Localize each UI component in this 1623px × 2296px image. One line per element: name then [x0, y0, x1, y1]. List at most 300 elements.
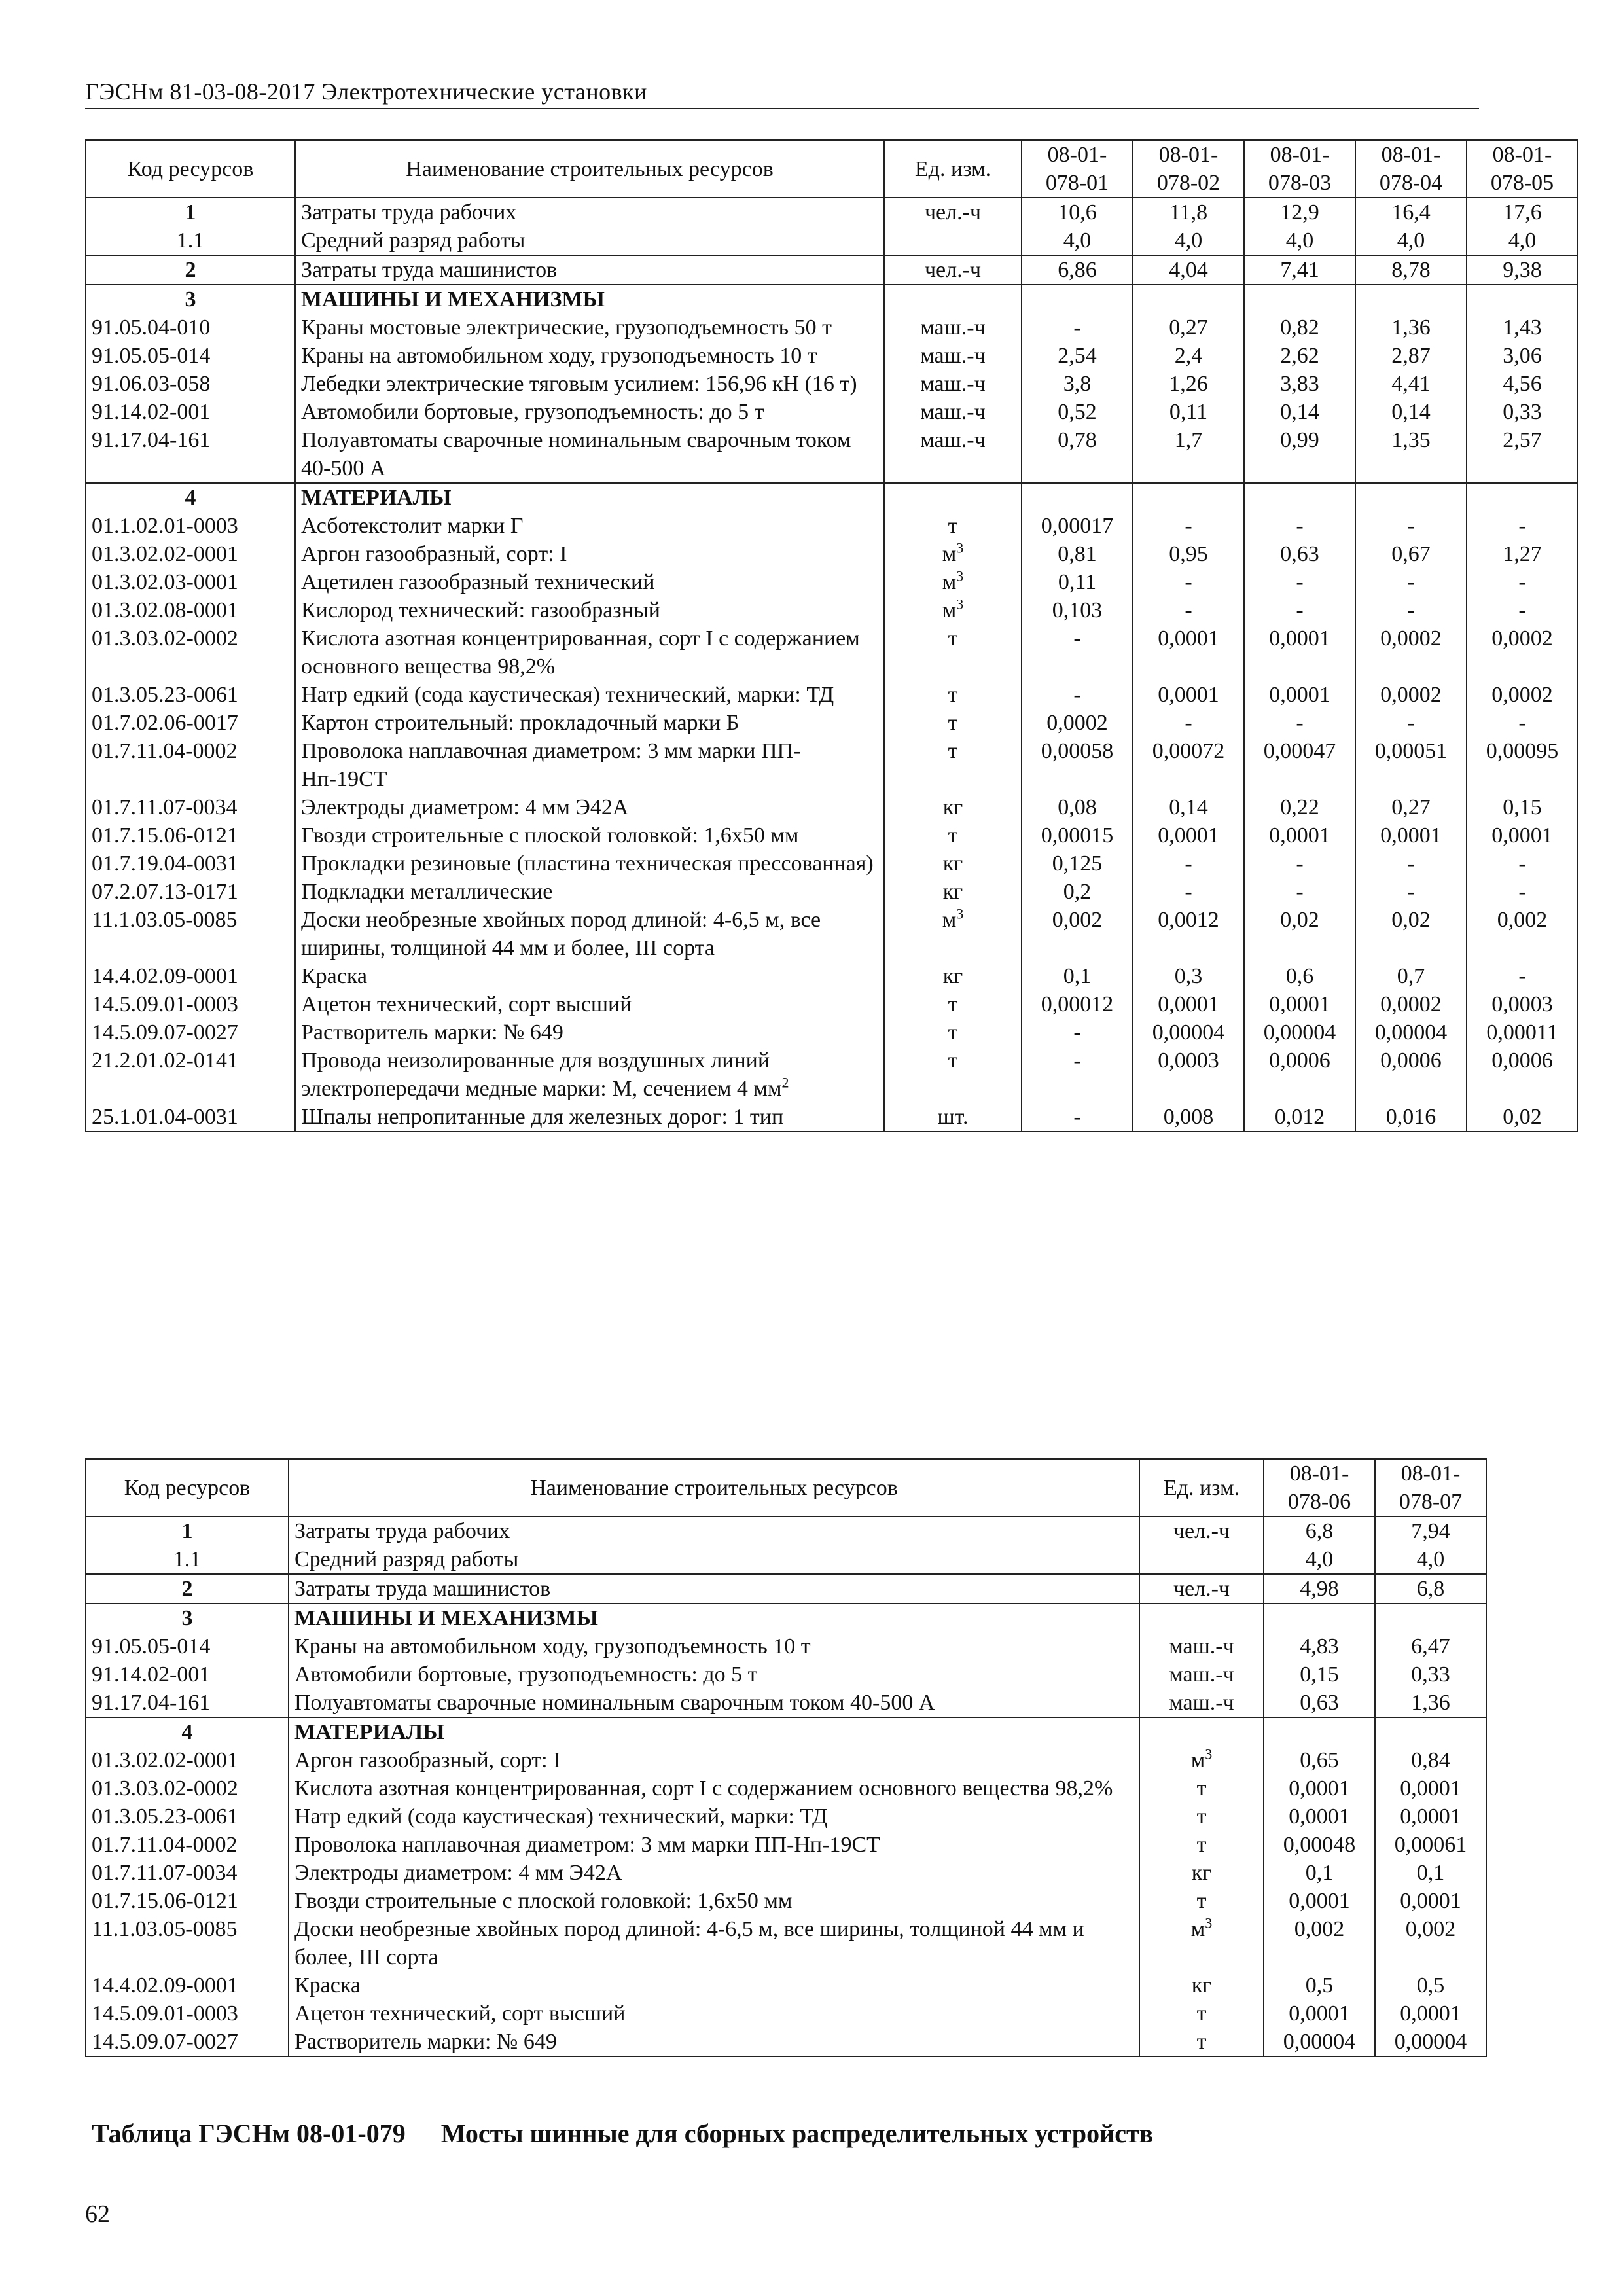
resource-unit — [884, 285, 1022, 314]
resource-value: 1,27 — [1467, 540, 1578, 568]
resource-value: 0,016 — [1355, 1103, 1467, 1132]
table-row — [86, 1574, 1486, 1604]
table-row — [86, 1859, 1486, 1887]
table-row — [86, 1717, 1486, 1746]
resource-value: 0,0001 — [1244, 990, 1355, 1018]
resource-value — [1355, 285, 1467, 314]
resource-value: - — [1022, 624, 1133, 681]
resource-value: 0,14 — [1244, 398, 1355, 426]
resource-unit: чел.-ч — [1139, 1574, 1264, 1604]
resource-value: 1,36 — [1355, 314, 1467, 342]
resource-name: Гвозди строительные с плоской головкой: 1,6х50 мм — [295, 821, 884, 850]
resource-value: 4,0 — [1022, 226, 1133, 255]
resource-name: Ацетон технический, сорт высший — [289, 2000, 1139, 2028]
resource-code: 01.7.11.04-0002 — [86, 737, 295, 793]
resource-name: Затраты труда машинистов — [295, 255, 884, 285]
resource-code: 11.1.03.05-0085 — [86, 1915, 289, 1971]
resource-name: Краны мостовые электрические, грузоподъемность 50 т — [295, 314, 884, 342]
resource-name: МАШИНЫ И МЕХАНИЗМЫ — [289, 1604, 1139, 1632]
table-row — [86, 709, 1578, 737]
resource-value: 0,78 — [1022, 426, 1133, 483]
resource-value — [1133, 483, 1244, 512]
resource-value: 0,0006 — [1244, 1047, 1355, 1103]
resource-value: - — [1022, 314, 1133, 342]
resource-code: 01.3.02.02-0001 — [86, 540, 295, 568]
resource-value: 2,54 — [1022, 342, 1133, 370]
resource-value: 0,02 — [1244, 906, 1355, 962]
resource-value: 0,0001 — [1133, 624, 1244, 681]
table-row — [86, 426, 1578, 483]
resource-value: 0,5 — [1375, 1971, 1486, 2000]
resource-name: Автомобили бортовые, грузоподъемность: до 5 т — [295, 398, 884, 426]
resource-name: Краска — [295, 962, 884, 990]
resource-unit: чел.-ч — [1139, 1516, 1264, 1545]
resource-value — [1022, 483, 1133, 512]
table-row — [86, 1689, 1486, 1717]
resource-value: 0,08 — [1022, 793, 1133, 821]
resource-code: 1.1 — [86, 1545, 289, 1574]
resource-unit: маш.-ч — [1139, 1632, 1264, 1660]
resource-name: Растворитель марки: № 649 — [289, 2028, 1139, 2056]
resource-value: - — [1355, 512, 1467, 540]
resource-value: 0,00004 — [1244, 1018, 1355, 1047]
resource-name: Средний разряд работы — [295, 226, 884, 255]
resource-value: 0,52 — [1022, 398, 1133, 426]
resource-value — [1022, 285, 1133, 314]
resource-value: 0,0012 — [1133, 906, 1244, 962]
page-number: 62 — [85, 2200, 110, 2228]
resource-value: 1,7 — [1133, 426, 1244, 483]
resource-unit: т — [884, 821, 1022, 850]
resource-value: - — [1244, 878, 1355, 906]
table-row — [86, 1604, 1486, 1632]
resource-value: 0,11 — [1022, 568, 1133, 596]
resource-value: 0,0001 — [1264, 2000, 1375, 2028]
table-row — [86, 1018, 1578, 1047]
resource-value: 3,8 — [1022, 370, 1133, 398]
resource-name: Полуавтоматы сварочные номинальным сварочным током 40-500 А — [289, 1689, 1139, 1717]
resource-unit: т — [884, 1047, 1022, 1103]
table-row — [86, 255, 1578, 285]
resource-value: 0,95 — [1133, 540, 1244, 568]
resource-value: 0,0002 — [1022, 709, 1133, 737]
resource-value: 4,56 — [1467, 370, 1578, 398]
resource-value — [1264, 1604, 1375, 1632]
resource-value: 2,87 — [1355, 342, 1467, 370]
resource-value: - — [1467, 568, 1578, 596]
resource-value: 0,81 — [1022, 540, 1133, 568]
resource-unit: маш.-ч — [884, 342, 1022, 370]
resource-unit: т — [1139, 1774, 1264, 1803]
resource-name: Прокладки резиновые (пластина техническая прессованная) — [295, 850, 884, 878]
table-row — [86, 1746, 1486, 1774]
resource-value: 0,63 — [1264, 1689, 1375, 1717]
resource-unit: т — [1139, 1887, 1264, 1915]
resource-value: 0,0001 — [1375, 1887, 1486, 1915]
resource-name: Асботекстолит марки Г — [295, 512, 884, 540]
resource-code: 1.1 — [86, 226, 295, 255]
resource-value: 0,67 — [1355, 540, 1467, 568]
resource-value: - — [1022, 1047, 1133, 1103]
resource-value — [1264, 1717, 1375, 1746]
resource-value: - — [1244, 709, 1355, 737]
header-col: 08-01- 078-06 — [1264, 1459, 1375, 1516]
resource-value: - — [1133, 878, 1244, 906]
resource-name: Автомобили бортовые, грузоподъемность: до 5 т — [289, 1660, 1139, 1689]
resource-unit: кг — [1139, 1971, 1264, 2000]
resource-value: - — [1133, 568, 1244, 596]
caption-title: Мосты шинные для сборных распределительных устройств — [440, 2119, 1154, 2148]
resource-value: 0,0001 — [1264, 1774, 1375, 1803]
table-row — [86, 198, 1578, 226]
resource-value: 6,86 — [1022, 255, 1133, 285]
resource-value: 0,65 — [1264, 1746, 1375, 1774]
resource-name: Кислород технический: газообразный — [295, 596, 884, 624]
table-row — [86, 512, 1578, 540]
resource-value: 0,0002 — [1467, 681, 1578, 709]
resource-value — [1244, 483, 1355, 512]
table-row — [86, 1803, 1486, 1831]
resource-value: 8,78 — [1355, 255, 1467, 285]
resource-value: 4,0 — [1467, 226, 1578, 255]
resource-value: - — [1467, 850, 1578, 878]
resource-value: - — [1355, 596, 1467, 624]
caption-number: Таблица ГЭСНм 08-01-079 — [92, 2119, 406, 2148]
resource-unit: маш.-ч — [1139, 1660, 1264, 1689]
table-row — [86, 1047, 1578, 1103]
resource-value: 0,15 — [1467, 793, 1578, 821]
resource-value: - — [1022, 1103, 1133, 1132]
resource-unit: т — [1139, 2028, 1264, 2056]
resource-value: 4,0 — [1264, 1545, 1375, 1574]
resource-value: 0,125 — [1022, 850, 1133, 878]
table-row — [86, 1887, 1486, 1915]
header-col: 08-01- 078-07 — [1375, 1459, 1486, 1516]
header-name: Наименование строительных ресурсов — [295, 140, 884, 198]
resource-value — [1467, 285, 1578, 314]
resource-unit: т — [884, 990, 1022, 1018]
resource-value — [1244, 285, 1355, 314]
resource-name: Аргон газообразный, сорт: I — [289, 1746, 1139, 1774]
resource-unit: т — [884, 709, 1022, 737]
resource-value: 0,0001 — [1375, 1774, 1486, 1803]
resource-code: 14.5.09.07-0027 — [86, 2028, 289, 2056]
header-col: 08-01- 078-02 — [1133, 140, 1244, 198]
resource-value: 11,8 — [1133, 198, 1244, 226]
resource-value: 4,04 — [1133, 255, 1244, 285]
resource-unit: т — [1139, 2000, 1264, 2028]
resource-value: 0,7 — [1355, 962, 1467, 990]
resource-code: 91.06.03-058 — [86, 370, 295, 398]
header-col: 08-01- 078-03 — [1244, 140, 1355, 198]
resource-code: 11.1.03.05-0085 — [86, 906, 295, 962]
resource-name: Лебедки электрические тяговым усилием: 156,96 кН (16 т) — [295, 370, 884, 398]
table-body — [86, 198, 1578, 1132]
resource-name: Средний разряд работы — [289, 1545, 1139, 1574]
resource-unit: кг — [884, 878, 1022, 906]
resource-value — [1375, 1717, 1486, 1746]
resource-name: Доски необрезные хвойных пород длиной: 4-6,5 м, все ширины, толщиной 44 мм и более, III сорта — [295, 906, 884, 962]
table-row — [86, 568, 1578, 596]
resources-table-2 — [85, 1458, 1487, 2057]
resource-value: 0,5 — [1264, 1971, 1375, 2000]
resource-value: 9,38 — [1467, 255, 1578, 285]
resource-code: 01.7.11.07-0034 — [86, 1859, 289, 1887]
resource-name: Затраты труда машинистов — [289, 1574, 1139, 1604]
resource-name: Краны на автомобильном ходу, грузоподъемность 10 т — [295, 342, 884, 370]
resource-value — [1355, 483, 1467, 512]
resource-code: 91.05.05-014 — [86, 342, 295, 370]
table-row — [86, 483, 1578, 512]
resource-unit: т — [1139, 1803, 1264, 1831]
resource-value: - — [1244, 568, 1355, 596]
resource-name: Краска — [289, 1971, 1139, 2000]
resource-code: 14.5.09.01-0003 — [86, 2000, 289, 2028]
resource-value — [1467, 483, 1578, 512]
resource-name: Гвозди строительные с плоской головкой: 1,6х50 мм — [289, 1887, 1139, 1915]
table-row — [86, 285, 1578, 314]
resource-value: 1,43 — [1467, 314, 1578, 342]
resource-value: - — [1355, 878, 1467, 906]
resource-value: 0,00058 — [1022, 737, 1133, 793]
resource-value: - — [1022, 681, 1133, 709]
resource-name: Затраты труда рабочих — [289, 1516, 1139, 1545]
resource-value: 0,002 — [1264, 1915, 1375, 1971]
table-row — [86, 314, 1578, 342]
resource-unit: шт. — [884, 1103, 1022, 1132]
resource-code: 01.3.05.23-0061 — [86, 681, 295, 709]
table-row — [86, 540, 1578, 568]
table-row — [86, 793, 1578, 821]
header-name: Наименование строительных ресурсов — [289, 1459, 1139, 1516]
resource-code: 1 — [86, 198, 295, 226]
resource-value: 0,0003 — [1133, 1047, 1244, 1103]
resource-value: 0,0001 — [1244, 624, 1355, 681]
resource-unit: $м^3$ — [884, 596, 1022, 624]
resource-unit: $м^3$ — [884, 540, 1022, 568]
resource-value: 0,1 — [1022, 962, 1133, 990]
resource-value: 0,0001 — [1375, 2000, 1486, 2028]
resource-unit: т — [884, 512, 1022, 540]
resource-value: - — [1467, 596, 1578, 624]
table-row — [86, 1660, 1486, 1689]
resource-value: - — [1355, 709, 1467, 737]
resource-value: 0,0001 — [1467, 821, 1578, 850]
resource-value: 0,22 — [1244, 793, 1355, 821]
resource-code: 2 — [86, 255, 295, 285]
resource-value: 0,00061 — [1375, 1831, 1486, 1859]
resource-code: 14.4.02.09-0001 — [86, 962, 295, 990]
resource-code: 2 — [86, 1574, 289, 1604]
resource-value: 0,15 — [1264, 1660, 1375, 1689]
resource-code: 01.3.03.02-0002 — [86, 1774, 289, 1803]
resource-value: 0,0001 — [1264, 1887, 1375, 1915]
table-body — [86, 1516, 1486, 2056]
resource-code: 21.2.01.02-0141 — [86, 1047, 295, 1103]
resource-code: 01.3.02.02-0001 — [86, 1746, 289, 1774]
resource-unit: т — [884, 624, 1022, 681]
resource-unit: $м^3$ — [884, 568, 1022, 596]
resource-name: Аргон газообразный, сорт: I — [295, 540, 884, 568]
resource-value: 0,002 — [1022, 906, 1133, 962]
resource-code: 91.17.04-161 — [86, 1689, 289, 1717]
resource-value: 0,14 — [1355, 398, 1467, 426]
resource-value: 4,83 — [1264, 1632, 1375, 1660]
resource-value: 0,33 — [1467, 398, 1578, 426]
resource-unit: $м^3$ — [1139, 1915, 1264, 1971]
resource-code: 01.3.05.23-0061 — [86, 1803, 289, 1831]
resource-name: Ацетон технический, сорт высший — [295, 990, 884, 1018]
resource-unit: маш.-ч — [884, 370, 1022, 398]
header-col: 08-01- 078-05 — [1467, 140, 1578, 198]
resource-name: Растворитель марки: № 649 — [295, 1018, 884, 1047]
resource-value: 0,0001 — [1375, 1803, 1486, 1831]
resource-value: 0,0001 — [1133, 990, 1244, 1018]
resource-value: 0,0001 — [1244, 821, 1355, 850]
resource-unit: т — [884, 737, 1022, 793]
resource-code: 91.14.02-001 — [86, 398, 295, 426]
resource-code: 01.7.15.06-0121 — [86, 821, 295, 850]
resource-code: 01.1.02.01-0003 — [86, 512, 295, 540]
header-col: 08-01- 078-04 — [1355, 140, 1467, 198]
resource-value: 0,0001 — [1133, 821, 1244, 850]
resource-unit: т — [1139, 1831, 1264, 1859]
resource-value: 0,1 — [1264, 1859, 1375, 1887]
resource-code: 91.05.05-014 — [86, 1632, 289, 1660]
resource-value: 0,27 — [1355, 793, 1467, 821]
table-row — [86, 990, 1578, 1018]
resource-value: - — [1355, 568, 1467, 596]
resource-name: Подкладки металлические — [295, 878, 884, 906]
resource-value: 3,06 — [1467, 342, 1578, 370]
resource-value: 0,1 — [1375, 1859, 1486, 1887]
resource-value: 4,0 — [1355, 226, 1467, 255]
resource-value: 0,11 — [1133, 398, 1244, 426]
resource-unit: маш.-ч — [884, 426, 1022, 483]
resource-value: 0,002 — [1467, 906, 1578, 962]
resource-code: 4 — [86, 483, 295, 512]
resource-value: 0,99 — [1244, 426, 1355, 483]
table-row — [86, 226, 1578, 255]
resource-value: 12,9 — [1244, 198, 1355, 226]
resource-code: 01.3.03.02-0002 — [86, 624, 295, 681]
resource-value: 4,0 — [1244, 226, 1355, 255]
table-row — [86, 370, 1578, 398]
resource-name: МАШИНЫ И МЕХАНИЗМЫ — [295, 285, 884, 314]
table-row — [86, 624, 1578, 681]
resource-unit: чел.-ч — [884, 255, 1022, 285]
table-row — [86, 2000, 1486, 2028]
resource-value: 6,47 — [1375, 1632, 1486, 1660]
resource-value: 0,00017 — [1022, 512, 1133, 540]
resource-value: - — [1244, 850, 1355, 878]
header-rule — [85, 108, 1479, 109]
resource-unit: т — [884, 1018, 1022, 1047]
resource-value: 0,0002 — [1467, 624, 1578, 681]
resource-value: 0,00004 — [1133, 1018, 1244, 1047]
resource-code: 91.17.04-161 — [86, 426, 295, 483]
resource-value: 4,0 — [1133, 226, 1244, 255]
table-row — [86, 906, 1578, 962]
resource-code: 01.3.02.03-0001 — [86, 568, 295, 596]
header-col: 08-01- 078-01 — [1022, 140, 1133, 198]
resource-unit: кг — [884, 793, 1022, 821]
resource-value: 0,00072 — [1133, 737, 1244, 793]
table-row — [86, 342, 1578, 370]
resource-value: 6,8 — [1264, 1516, 1375, 1545]
resource-name: Электроды диаметром: 4 мм Э42А — [295, 793, 884, 821]
header-code: Код ресурсов — [86, 1459, 289, 1516]
resource-value: 10,6 — [1022, 198, 1133, 226]
table-row — [86, 1545, 1486, 1574]
resource-value: 0,82 — [1244, 314, 1355, 342]
resource-unit: $м^3$ — [884, 906, 1022, 962]
resource-unit — [884, 226, 1022, 255]
page-header-title: ГЭСНм 81-03-08-2017 Электротехнические установки — [85, 79, 647, 105]
resource-unit: маш.-ч — [1139, 1689, 1264, 1717]
resource-code: 14.4.02.09-0001 — [86, 1971, 289, 2000]
table-row — [86, 2028, 1486, 2056]
resource-value: 0,0003 — [1467, 990, 1578, 1018]
resource-value: 0,2 — [1022, 878, 1133, 906]
resource-value: 1,26 — [1133, 370, 1244, 398]
resource-value: 4,41 — [1355, 370, 1467, 398]
resource-name: Проволока наплавочная диаметром: 3 мм марки ПП-Нп-19СТ — [295, 737, 884, 793]
resource-value: 0,14 — [1133, 793, 1244, 821]
resource-value: 0,00004 — [1375, 2028, 1486, 2056]
resource-value: 3,83 — [1244, 370, 1355, 398]
resource-code: 01.7.19.04-0031 — [86, 850, 295, 878]
resource-value: - — [1467, 512, 1578, 540]
resource-value: 0,00015 — [1022, 821, 1133, 850]
resource-unit: т — [884, 681, 1022, 709]
resource-value: 0,00004 — [1264, 2028, 1375, 2056]
resource-value: 0,00047 — [1244, 737, 1355, 793]
resource-value: 0,02 — [1355, 906, 1467, 962]
resource-value: 0,00051 — [1355, 737, 1467, 793]
resource-code: 07.2.07.13-0171 — [86, 878, 295, 906]
resource-value: 0,84 — [1375, 1746, 1486, 1774]
resource-value: 0,3 — [1133, 962, 1244, 990]
resource-value: 0,33 — [1375, 1660, 1486, 1689]
resource-value: 0,008 — [1133, 1103, 1244, 1132]
table-caption — [92, 2117, 1466, 2150]
resource-unit — [1139, 1604, 1264, 1632]
table-row — [86, 962, 1578, 990]
resource-unit: кг — [884, 962, 1022, 990]
resource-code: 3 — [86, 285, 295, 314]
resource-name: Натр едкий (сода каустическая) технический, марки: ТД — [295, 681, 884, 709]
resource-value: 4,98 — [1264, 1574, 1375, 1604]
resource-name: Кислота азотная концентрированная, сорт I с содержанием основного вещества 98,2% — [289, 1774, 1139, 1803]
resource-unit — [1139, 1717, 1264, 1746]
table-row — [86, 1774, 1486, 1803]
resource-code: 01.3.02.08-0001 — [86, 596, 295, 624]
resource-code: 1 — [86, 1516, 289, 1545]
table-row — [86, 1831, 1486, 1859]
resource-name: Шпалы непропитанные для железных дорог: 1 тип — [295, 1103, 884, 1132]
resource-value: 0,0001 — [1244, 681, 1355, 709]
resource-name: Доски необрезные хвойных пород длиной: 4-6,5 м, все ширины, толщиной 44 мм и более, III сорта — [289, 1915, 1139, 1971]
resource-unit: чел.-ч — [884, 198, 1022, 226]
resource-unit — [1139, 1545, 1264, 1574]
resource-value: 0,00004 — [1355, 1018, 1467, 1047]
table-row — [86, 1516, 1486, 1545]
resource-unit: кг — [884, 850, 1022, 878]
resource-value: - — [1133, 850, 1244, 878]
resource-code: 14.5.09.01-0003 — [86, 990, 295, 1018]
table-row — [86, 596, 1578, 624]
